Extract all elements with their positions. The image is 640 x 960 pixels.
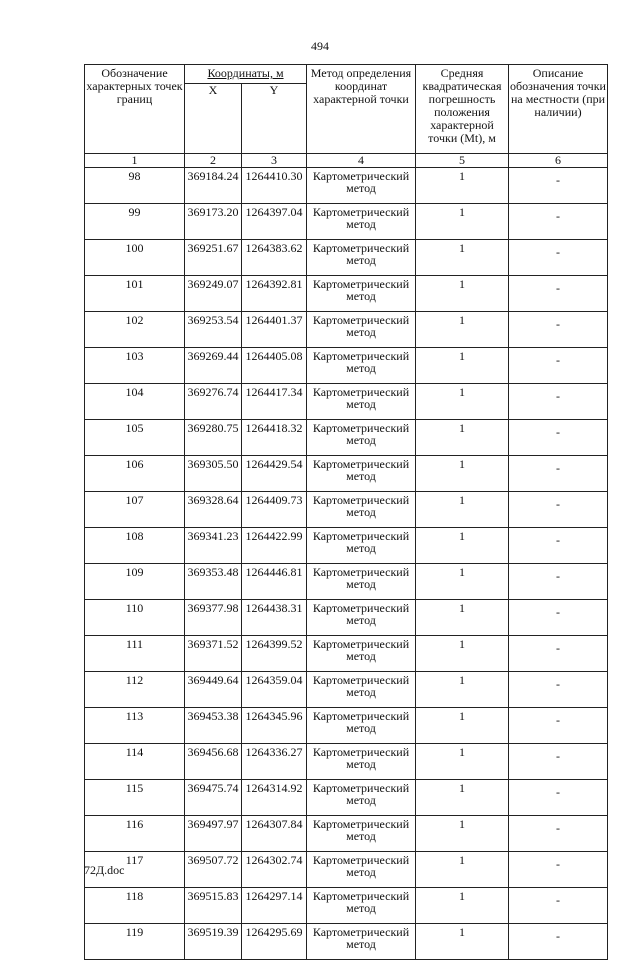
header-point: Обозначение характерных точек границ — [85, 65, 185, 154]
description: - — [509, 744, 608, 780]
table-row — [85, 240, 608, 276]
error-value: 1 — [416, 204, 509, 240]
coord-y: 1264429.54 — [242, 456, 307, 492]
table-row — [85, 420, 608, 456]
point-id: 110 — [85, 600, 185, 636]
coord-y: 1264314.92 — [242, 780, 307, 816]
coord-x: 369515.83 — [185, 888, 242, 924]
point-id: 107 — [85, 492, 185, 528]
table-row — [85, 384, 608, 420]
description: - — [509, 924, 608, 960]
point-id: 108 — [85, 528, 185, 564]
coord-x: 369253.54 — [185, 312, 242, 348]
header-coords — [185, 65, 307, 84]
method: Картометрический метод — [307, 564, 416, 600]
error-value: 1 — [416, 780, 509, 816]
table-row — [85, 816, 608, 852]
method: Картометрический метод — [307, 312, 416, 348]
method: Картометрический метод — [307, 780, 416, 816]
col-number: 3 — [242, 154, 307, 168]
coord-y: 1264401.37 — [242, 312, 307, 348]
point-id: 100 — [85, 240, 185, 276]
table-row — [85, 564, 608, 600]
coord-x: 369341.23 — [185, 528, 242, 564]
method: Картометрический метод — [307, 708, 416, 744]
error-value: 1 — [416, 924, 509, 960]
table-row — [85, 780, 608, 816]
page-number: 494 — [311, 39, 329, 53]
column-number-row — [85, 154, 608, 168]
error-value: 1 — [416, 636, 509, 672]
description: - — [509, 492, 608, 528]
point-id: 104 — [85, 384, 185, 420]
description: - — [509, 240, 608, 276]
method: Картометрический метод — [307, 240, 416, 276]
table-row — [85, 456, 608, 492]
header-row — [85, 65, 608, 84]
point-id: 119 — [85, 924, 185, 960]
table-row — [85, 672, 608, 708]
description: - — [509, 276, 608, 312]
point-id: 98 — [85, 168, 185, 204]
table-row — [85, 600, 608, 636]
coord-y: 1264422.99 — [242, 528, 307, 564]
description: - — [509, 636, 608, 672]
coord-y: 1264295.69 — [242, 924, 307, 960]
coord-y: 1264307.84 — [242, 816, 307, 852]
method: Картометрический метод — [307, 348, 416, 384]
coordinates-table — [84, 64, 608, 960]
coord-y: 1264438.31 — [242, 600, 307, 636]
table-row — [85, 636, 608, 672]
error-value: 1 — [416, 348, 509, 384]
table-row — [85, 708, 608, 744]
coord-y: 1264359.04 — [242, 672, 307, 708]
coord-x: 369305.50 — [185, 456, 242, 492]
point-id: 99 — [85, 204, 185, 240]
header-method: Метод определения координат характерной точки — [307, 65, 416, 154]
coord-y: 1264383.62 — [242, 240, 307, 276]
error-value: 1 — [416, 816, 509, 852]
coord-x: 369173.20 — [185, 204, 242, 240]
coord-y: 1264302.74 — [242, 852, 307, 888]
description: - — [509, 168, 608, 204]
coord-x: 369377.98 — [185, 600, 242, 636]
point-id: 116 — [85, 816, 185, 852]
table-row — [85, 204, 608, 240]
table-row — [85, 276, 608, 312]
table-row — [85, 888, 608, 924]
error-value: 1 — [416, 492, 509, 528]
description: - — [509, 780, 608, 816]
coord-x: 369276.74 — [185, 384, 242, 420]
table-row — [85, 492, 608, 528]
header-y: Y — [242, 84, 307, 154]
error-value: 1 — [416, 672, 509, 708]
col-number: 4 — [307, 154, 416, 168]
coord-y: 1264405.08 — [242, 348, 307, 384]
header-x: X — [185, 84, 242, 154]
point-id: 115 — [85, 780, 185, 816]
point-id: 102 — [85, 312, 185, 348]
table-row — [85, 924, 608, 960]
coord-x: 369328.64 — [185, 492, 242, 528]
coord-y: 1264418.32 — [242, 420, 307, 456]
coord-x: 369280.75 — [185, 420, 242, 456]
method: Картометрический метод — [307, 744, 416, 780]
coord-x: 369497.97 — [185, 816, 242, 852]
description: - — [509, 204, 608, 240]
col-number: 2 — [185, 154, 242, 168]
point-id: 114 — [85, 744, 185, 780]
col-number: 1 — [85, 154, 185, 168]
method: Картометрический метод — [307, 816, 416, 852]
table-row — [85, 852, 608, 888]
description: - — [509, 384, 608, 420]
coord-x: 369371.52 — [185, 636, 242, 672]
error-value: 1 — [416, 456, 509, 492]
error-value: 1 — [416, 600, 509, 636]
method: Картометрический метод — [307, 852, 416, 888]
col-number: 6 — [509, 154, 608, 168]
coord-y: 1264446.81 — [242, 564, 307, 600]
coord-y: 1264297.14 — [242, 888, 307, 924]
coord-x: 369449.64 — [185, 672, 242, 708]
description: - — [509, 708, 608, 744]
coord-x: 369251.67 — [185, 240, 242, 276]
error-value: 1 — [416, 852, 509, 888]
table-row — [85, 348, 608, 384]
description: - — [509, 600, 608, 636]
error-value: 1 — [416, 276, 509, 312]
point-id: 113 — [85, 708, 185, 744]
coord-y: 1264399.52 — [242, 636, 307, 672]
description: - — [509, 312, 608, 348]
coord-y: 1264410.30 — [242, 168, 307, 204]
coord-x: 369184.24 — [185, 168, 242, 204]
method: Картометрический метод — [307, 492, 416, 528]
error-value: 1 — [416, 384, 509, 420]
method: Картометрический метод — [307, 600, 416, 636]
coord-y: 1264345.96 — [242, 708, 307, 744]
description: - — [509, 888, 608, 924]
point-id: 101 — [85, 276, 185, 312]
error-value: 1 — [416, 312, 509, 348]
method: Картометрический метод — [307, 204, 416, 240]
point-id: 103 — [85, 348, 185, 384]
coord-y: 1264392.81 — [242, 276, 307, 312]
coord-x: 369456.68 — [185, 744, 242, 780]
coord-x: 369353.48 — [185, 564, 242, 600]
description: - — [509, 816, 608, 852]
method: Картометрический метод — [307, 672, 416, 708]
method: Картометрический метод — [307, 888, 416, 924]
table-row — [85, 528, 608, 564]
method: Картометрический метод — [307, 276, 416, 312]
error-value: 1 — [416, 744, 509, 780]
description: - — [509, 852, 608, 888]
table-row — [85, 312, 608, 348]
error-value: 1 — [416, 420, 509, 456]
point-id: 117 — [85, 852, 185, 888]
header-desc: Описание обозначения точки на местности (при наличии) — [509, 65, 608, 154]
coord-x: 369269.44 — [185, 348, 242, 384]
point-id: 106 — [85, 456, 185, 492]
coord-y: 1264417.34 — [242, 384, 307, 420]
coord-x: 369475.74 — [185, 780, 242, 816]
header-error: Средняя квадратическая погрешность положения характерной точки (Mt), м — [416, 65, 509, 154]
coord-x: 369519.39 — [185, 924, 242, 960]
point-id: 111 — [85, 636, 185, 672]
coord-y: 1264409.73 — [242, 492, 307, 528]
error-value: 1 — [416, 168, 509, 204]
method: Картометрический метод — [307, 168, 416, 204]
error-value: 1 — [416, 888, 509, 924]
description: - — [509, 564, 608, 600]
coord-x: 369453.38 — [185, 708, 242, 744]
coord-x: 369507.72 — [185, 852, 242, 888]
method: Картометрический метод — [307, 384, 416, 420]
footer-filename: 72Д.doc — [84, 863, 125, 877]
header-coords-label: Координаты, м — [207, 66, 284, 80]
method: Картометрический метод — [307, 636, 416, 672]
col-number: 5 — [416, 154, 509, 168]
coord-y: 1264397.04 — [242, 204, 307, 240]
error-value: 1 — [416, 240, 509, 276]
method: Картометрический метод — [307, 924, 416, 960]
description: - — [509, 528, 608, 564]
point-id: 118 — [85, 888, 185, 924]
error-value: 1 — [416, 708, 509, 744]
table-row — [85, 744, 608, 780]
point-id: 105 — [85, 420, 185, 456]
coord-x: 369249.07 — [185, 276, 242, 312]
point-id: 112 — [85, 672, 185, 708]
description: - — [509, 348, 608, 384]
coord-y: 1264336.27 — [242, 744, 307, 780]
method: Картометрический метод — [307, 420, 416, 456]
method: Картометрический метод — [307, 456, 416, 492]
description: - — [509, 456, 608, 492]
table-row — [85, 168, 608, 204]
method: Картометрический метод — [307, 528, 416, 564]
description: - — [509, 420, 608, 456]
description: - — [509, 672, 608, 708]
point-id: 109 — [85, 564, 185, 600]
error-value: 1 — [416, 528, 509, 564]
error-value: 1 — [416, 564, 509, 600]
